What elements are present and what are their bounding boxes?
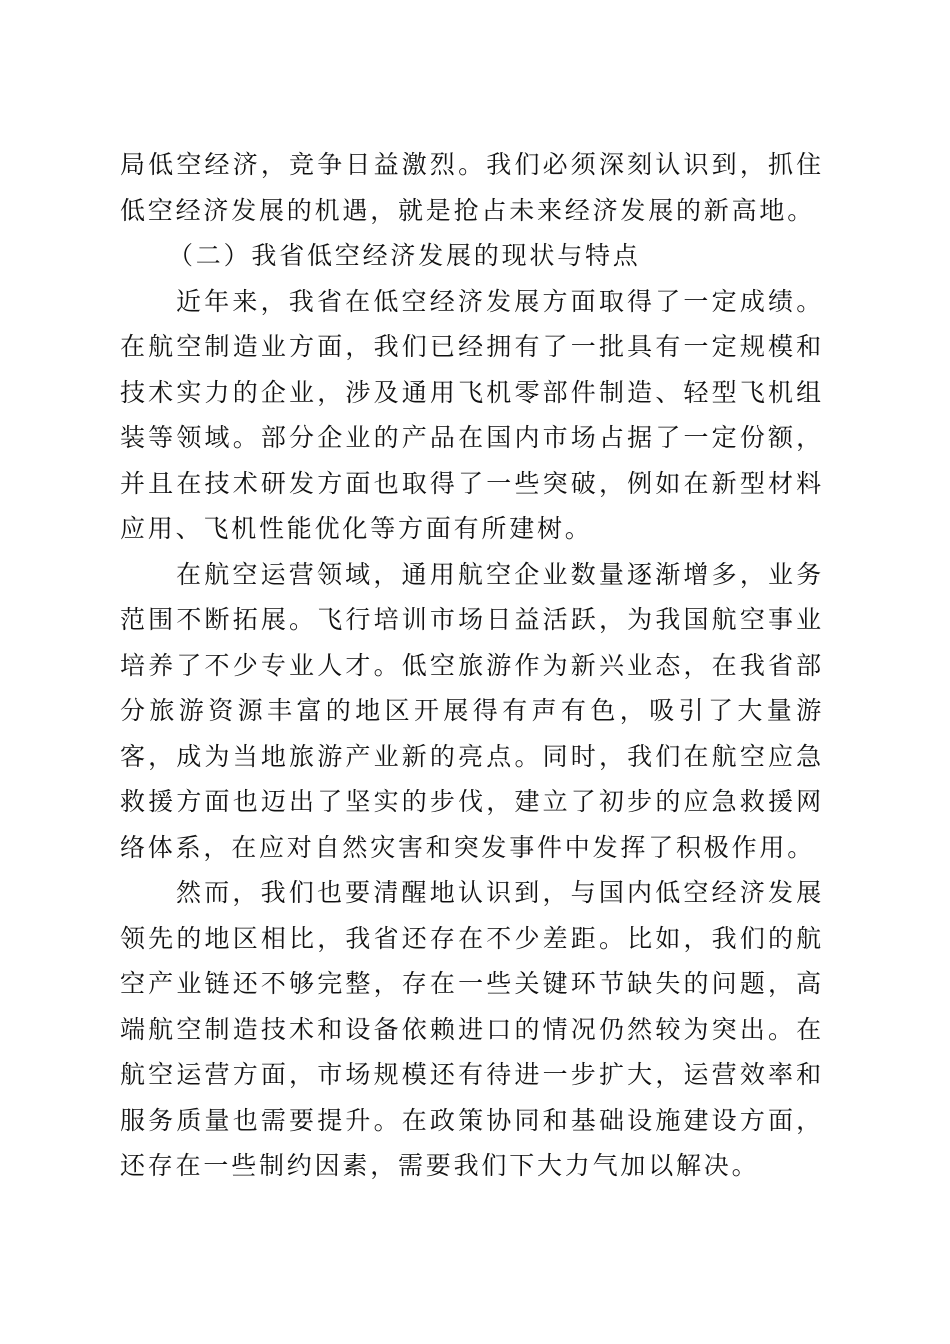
document-body: [120, 142, 824, 1189]
paragraph-continuation: 局低空经济，竞争日益激烈。我们必须深刻认识到，抓住低空经济发展的机遇，就是抢占未来经济发展的新高地。: [120, 150, 824, 225]
paragraph-current-status: 近年来，我省在低空经济发展方面取得了一定成绩。在航空制造业方面，我们已经拥有了一批具有一定规模和技术实力的企业，涉及通用飞机零部件制造、轻型飞机组装等领域。部分企业的产品在国内市场占据了一定份额，并且在技术研发方面也取得了一些突破，例如在新型材料应用、飞机性能优化等方面有所建树。: [120, 286, 824, 543]
section-heading: （二）我省低空经济发展的现状与特点: [168, 241, 641, 270]
paragraph-gaps: 然而，我们也要清醒地认识到，与国内低空经济发展领先的地区相比，我省还存在不少差距。比如，我们的航空产业链还不够完整，存在一些关键环节缺失的问题，高端航空制造技术和设备依赖进口的情况仍然较为突出。在航空运营方面，市场规模还有待进一步扩大，运营效率和服务质量也需要提升。在政策协同和基础设施建设方面，还存在一些制约因素，需要我们下大力气加以解决。: [120, 878, 824, 1180]
paragraph-aviation-operations: 在航空运营领域，通用航空企业数量逐渐增多，业务范围不断拓展。飞行培训市场日益活跃，为我国航空事业培养了不少专业人才。低空旅游作为新兴业态，在我省部分旅游资源丰富的地区开展得有声有色，吸引了大量游客，成为当地旅游产业新的亮点。同时，我们在航空应急救援方面也迈出了坚实的步伐，建立了初步的应急救援网络体系，在应对自然灾害和突发事件中发挥了积极作用。: [120, 559, 824, 862]
